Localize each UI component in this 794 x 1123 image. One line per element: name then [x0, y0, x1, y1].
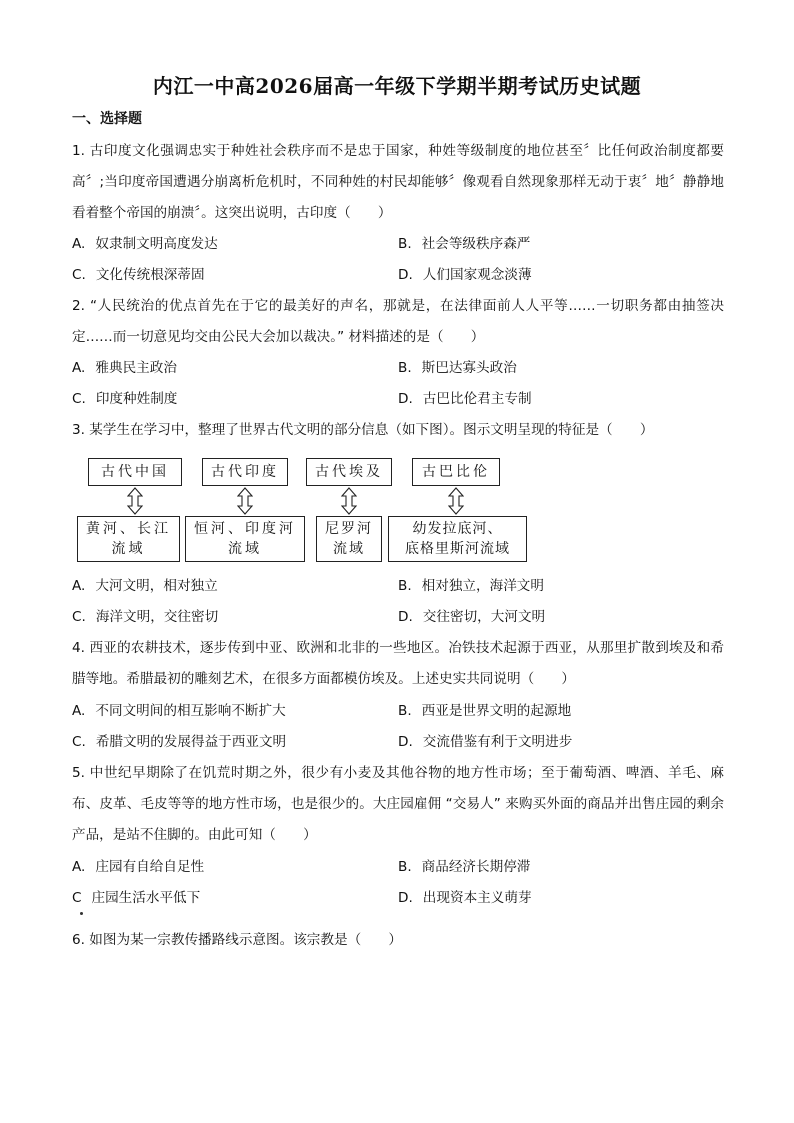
- option-letter: D.: [398, 391, 413, 407]
- option-d[interactable]: [398, 602, 545, 633]
- option-letter: C.: [72, 391, 86, 407]
- option-d[interactable]: [398, 260, 532, 291]
- question-4-options-row-1: [72, 696, 724, 727]
- option-d[interactable]: [398, 384, 532, 415]
- option-letter: B.: [398, 578, 412, 594]
- option-b[interactable]: [398, 229, 530, 260]
- double-arrow-icon: [448, 487, 464, 515]
- double-arrow-icon: [341, 487, 357, 515]
- basin-line: 恒河、印度河: [194, 521, 296, 537]
- question-4-options-row-2: [72, 727, 724, 758]
- option-text: 庄园生活水平低下: [91, 890, 201, 906]
- question-5-options-row-2: [72, 883, 724, 914]
- option-c[interactable]: [72, 260, 205, 291]
- option-c[interactable]: [72, 883, 200, 914]
- option-text: 古巴比伦君主专制: [422, 391, 532, 407]
- diagram-civ-box: 古代中国: [88, 458, 182, 486]
- option-a[interactable]: [72, 229, 218, 260]
- civilization-diagram: [72, 450, 532, 568]
- basin-line: 幼发拉底河、: [412, 521, 503, 537]
- option-b[interactable]: [398, 852, 530, 883]
- question-3-stem: 3. 某学生在学习中，整理了世界古代文明的部分信息（如下图）。图示文明呈现的特征是（ ）: [72, 422, 654, 438]
- question-2-options-row-1: [72, 353, 724, 384]
- option-letter: B.: [398, 703, 412, 719]
- basin-line: 流域: [111, 541, 146, 557]
- option-letter: B.: [398, 360, 412, 376]
- option-text: 大河文明，相对独立: [95, 578, 218, 594]
- double-arrow-icon: [127, 487, 143, 515]
- option-a[interactable]: [72, 852, 204, 883]
- option-letter: A.: [72, 703, 86, 719]
- option-b[interactable]: [398, 696, 571, 727]
- question-1-options-row-2: [72, 260, 724, 291]
- question-5-stem: 5. 中世纪早期除了在饥荒时期之外，很少有小麦及其他谷物的地方性市场；至于葡萄酒、啤酒、羊毛、麻布、皮革、毛皮等等的地方性市场，也是很少的。大庄园雇佣 “交易人” 来购买外面的商品并出售庄园的剩余产品，是站不住脚的。由此可知（ ）: [72, 765, 724, 843]
- option-c[interactable]: [72, 727, 286, 758]
- option-text: 人们国家观念淡薄: [422, 267, 532, 283]
- option-a[interactable]: [72, 353, 177, 384]
- question-2-options-row-2: [72, 384, 724, 415]
- option-text: 印度种姓制度: [95, 391, 178, 407]
- option-b[interactable]: [398, 571, 544, 602]
- basin-line: 底格里斯河流域: [405, 541, 510, 557]
- option-text: 斯巴达寡头政治: [421, 360, 517, 376]
- section-heading: 一、选择题: [72, 111, 142, 127]
- option-b[interactable]: [398, 353, 517, 384]
- option-a[interactable]: [72, 571, 218, 602]
- option-text: 庄园有自给自足性: [95, 859, 205, 875]
- option-letter: D.: [398, 734, 413, 750]
- option-letter: C.: [72, 609, 86, 625]
- option-c[interactable]: [72, 384, 177, 415]
- question-5-options-row-1: [72, 852, 724, 883]
- basin-line: 流域: [228, 541, 262, 557]
- option-letter: B.: [398, 859, 412, 875]
- diagram-civ-box: 古巴比伦: [412, 458, 500, 486]
- option-text: 商品经济长期停滞: [421, 859, 531, 875]
- diagram-civ-box: 古代埃及: [306, 458, 392, 486]
- option-text: 相对独立，海洋文明: [421, 578, 544, 594]
- option-letter: C.: [72, 734, 86, 750]
- option-text: 出现资本主义萌芽: [422, 890, 532, 906]
- option-letter: A.: [72, 236, 86, 252]
- option-text: 西亚是世界文明的起源地: [421, 703, 572, 719]
- question-6-stem: 6. 如图为某一宗教传播路线示意图。该宗教是（ ）: [72, 932, 402, 948]
- option-letter: D.: [398, 267, 413, 283]
- question-1-stem: 1. 古印度文化强调忠实于种姓社会秩序而不是忠于国家，种姓等级制度的地位甚至〞比任何政治制度都要高〞;当印度帝国遭遇分崩离析危机时，不同种姓的村民却能够〞像观看自然现象那样无动于衷〞地〞静静地看着整个帝国的崩溃〞。这突出说明，古印度（ ）: [72, 143, 724, 221]
- option-c[interactable]: [72, 602, 218, 633]
- option-letter: A.: [72, 578, 86, 594]
- diagram-basin-box: [316, 516, 382, 562]
- diagram-civ-box: 古代印度: [202, 458, 288, 486]
- stray-dot: [80, 912, 83, 915]
- option-text: 交往密切，大河文明: [422, 609, 546, 625]
- option-letter: D.: [398, 609, 413, 625]
- diagram-basin-box: [185, 516, 305, 562]
- double-arrow-icon: [237, 487, 253, 515]
- option-text: 文化传统根深蒂固: [95, 267, 205, 283]
- diagram-basin-box: [77, 516, 180, 562]
- question-3-options-row-2: [72, 602, 724, 633]
- basin-line: 尼罗河: [325, 521, 373, 537]
- question-4-stem: 4. 西亚的农耕技术，逐步传到中亚、欧洲和北非的一些地区。冶铁技术起源于西亚，从那里扩散到埃及和希腊等地。希腊最初的雕刻艺术，在很多方面都模仿埃及。上述史实共同说明（ ）: [72, 640, 724, 687]
- option-text: 希腊文明的发展得益于西亚文明: [95, 734, 287, 750]
- option-letter: D.: [398, 890, 413, 906]
- option-text: 奴隶制文明高度发达: [95, 236, 218, 252]
- option-letter: A.: [72, 859, 86, 875]
- option-text: 海洋文明，交往密切: [95, 609, 219, 625]
- option-text: 社会等级秩序森严: [421, 236, 531, 252]
- question-1-options-row-1: [72, 229, 724, 260]
- question-2-stem: 2. “人民统治的优点首先在于它的最美好的声名，那就是，在法律面前人人平等……一切职务都由抽签决定……而一切意见均交由公民大会加以裁决。” 材料描述的是（ ）: [72, 298, 724, 345]
- page-title: 内江一中高2026届高一年级下学期半期考试历史试题: [152, 74, 642, 98]
- option-text: 不同文明间的相互影响不断扩大: [95, 703, 286, 719]
- basin-line: 黄河、长江: [86, 521, 171, 537]
- option-letter: A.: [72, 360, 86, 376]
- option-text: 交流借鉴有利于文明进步: [422, 734, 573, 750]
- option-text: 雅典民主政治: [95, 360, 177, 376]
- option-letter: B.: [398, 236, 412, 252]
- diagram-basin-box: [388, 516, 527, 562]
- option-letter: C.: [72, 267, 86, 283]
- basin-line: 流域: [333, 541, 365, 557]
- option-a[interactable]: [72, 696, 286, 727]
- option-d[interactable]: [398, 727, 572, 758]
- question-3-options-row-1: [72, 571, 724, 602]
- option-d[interactable]: [398, 883, 532, 914]
- option-letter: C: [72, 890, 82, 906]
